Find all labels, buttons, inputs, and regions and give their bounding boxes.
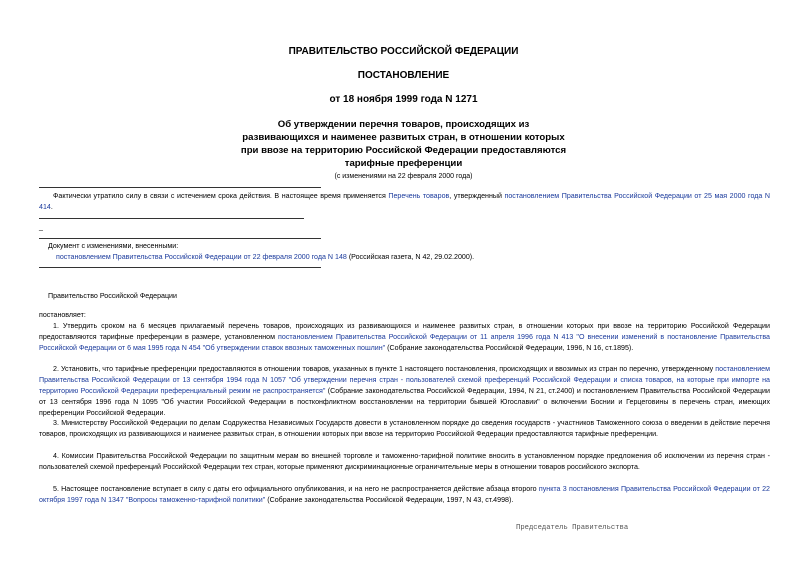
resolution-1347-link[interactable]: пункта 3 постановления Правительства Российской Федерации от 22 октября 1997 года N 1347 "Вопросы таможенно-тарифной политики": [39, 485, 770, 504]
dash-mark: _: [39, 223, 43, 231]
notice-text: .: [50, 203, 53, 211]
divider: [39, 238, 321, 239]
amendment-note: (с изменениями на 22 февраля 2000 года): [334, 173, 473, 180]
document-date-number: от 18 ноября 1999 года N 1271: [329, 94, 478, 105]
paragraph-1: [39, 321, 770, 354]
paragraph-5: [39, 484, 770, 506]
amend-heading: Документ с изменениями, внесенными:: [48, 242, 179, 250]
paragraph-text: (Собрание законодательства Российской Федерации, 1994, N 21, ст.2400) и постановлением Правительства Российской Федерации от 13 сентября 1996 года N 1095 "Об участии Российской Федерации в постконфликтном восстановлении на территории бывшей Югославии" о включении Боснии и Герцеговины в перечень стран, имеющих преференции Российской Федерации.: [39, 387, 770, 417]
government-heading: ПРАВИТЕЛЬСТВО РОССИЙСКОЙ ФЕДЕРАЦИИ: [288, 46, 519, 57]
title-line: Об утверждении перечня товаров, происходящих из: [277, 119, 530, 130]
divider: [39, 187, 321, 188]
paragraph-2: [39, 364, 770, 419]
document-title: [0, 118, 807, 170]
paragraph-4: 4. Комиссии Правительства Российской Федерации по защитным мерам во внешней торговле и таможенно-тарифной политике вносить в установленном порядке предложения об исключении из перечня стран - пользователей схемой преференций Российской Федерации тех стран, которые применяют дискриминационные ограничительные меры в отношении товаров российского экспорта.: [39, 452, 770, 471]
resolution-148-link[interactable]: постановлением Правительства Российской Федерации от 22 февраля 2000 года N 148: [56, 253, 347, 261]
paragraph-text: (Собрание законодательства Российской Федерации, 1996, N 16, ст.1895).: [385, 344, 634, 352]
title-line: тарифные преференции: [344, 158, 463, 169]
amend-tail: (Российская газета, N 42, 29.02.2000).: [346, 253, 475, 261]
notice-text: , утвержденный: [449, 192, 505, 200]
goods-list-link[interactable]: Перечень товаров: [388, 192, 450, 200]
paragraph-text: 1. Утвердить сроком на 6 месяцев прилагаемый перечень товаров, происходящих из развивающихся и наименее развитых стран, в отношении которых при ввозе на территорию Российской Федерации предоставляются тарифные преференции в размере, установленном: [39, 322, 770, 341]
signature-title: Председатель Правительства: [516, 524, 629, 532]
notice-text: Фактически утратило силу в связи с истечением срока действия. В настоящее время применяется: [53, 192, 389, 200]
paragraph-text: 5. Настоящее постановление вступает в силу с даты его официального опубликования, и на него не распространяется действие абзаца второго: [53, 485, 539, 493]
resolution-1057-link[interactable]: постановлением Правительства Российской Федерации от 13 сентября 1994 года N 1057 "Об утверждении перечня стран - пользователей схемой преференций Российской Федерации и списка товаров, на которые при импорте на территорию Российской Федерации преференциальный режим не распространяется": [39, 365, 770, 395]
divider: [39, 218, 304, 219]
document-type: ПОСТАНОВЛЕНИЕ: [357, 70, 450, 81]
title-line: при ввозе на территорию Российской Федерации предоставляются: [240, 145, 567, 156]
paragraph-3: 3. Министерству Российской Федерации по делам Содружества Независимых Государств довести в установленном порядке до сведения государств - участников Таможенного союза о введении в действие перечня товаров, происходящих из развивающихся и наименее развитых стран, в отношении которых при ввозе на территорию Российской Федерации предоставляются тарифные преференции.: [39, 419, 770, 438]
decides-word: постановляет:: [39, 311, 86, 319]
divider: [39, 267, 321, 268]
issuer: Правительство Российской Федерации: [48, 292, 177, 300]
paragraph-text: 2. Установить, что тарифные преференции предоставляются в отношении товаров, указанных в пункте 1 настоящего постановления, происходящих и ввозимых из стран по перечню, утвержденному: [53, 365, 716, 373]
title-line: развивающихся и наименее развитых стран, в отношении которых: [242, 132, 565, 143]
expiry-notice: [39, 191, 770, 213]
amend-reference: [56, 252, 656, 263]
paragraph-text: (Собрание законодательства Российской Федерации, 1997, N 43, ст.4998).: [265, 496, 514, 504]
resolution-413-link[interactable]: постановлением Правительства Российской Федерации от 11 апреля 1996 года N 413 "О внесении изменений в постановление Правительства Российской Федерации от 6 мая 1995 года N 454 "Об утверждении ставок ввозных таможенных пошлин": [39, 333, 770, 352]
resolution-414-link[interactable]: постановлением Правительства Российской Федерации от 25 мая 2000 года N 414: [39, 192, 770, 211]
